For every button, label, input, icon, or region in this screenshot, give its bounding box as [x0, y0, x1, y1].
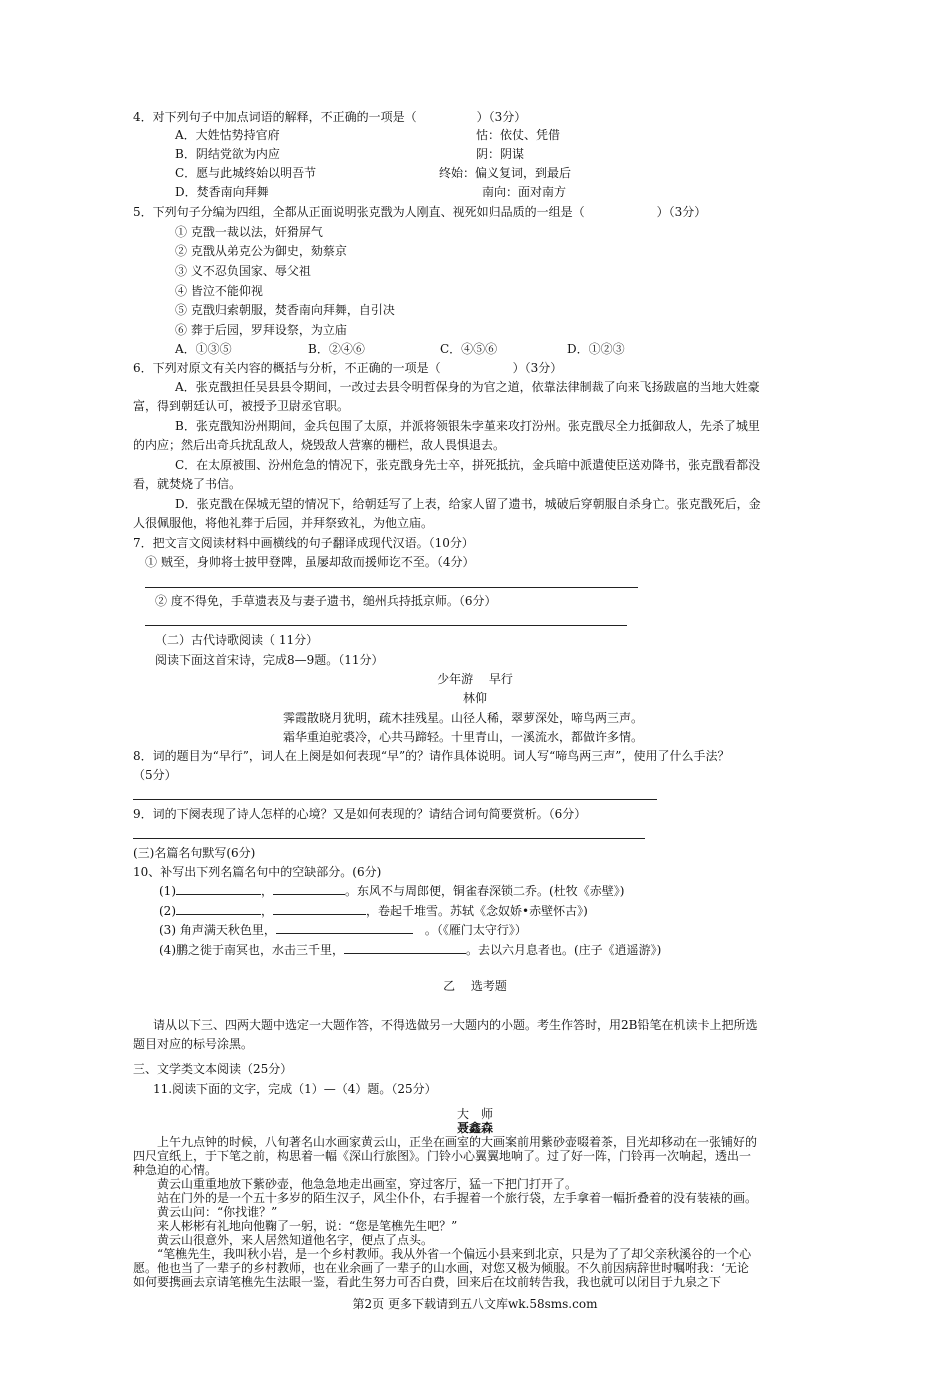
- q9-answer-line[interactable]: [133, 838, 645, 839]
- q6-option-c-line2: 看，就焚烧了书信。: [133, 477, 242, 491]
- q6-option-a-line2: 富，得到朝廷认可，被授予卫尉丞官职。: [133, 399, 350, 413]
- elective-title: 乙 选考题: [443, 979, 507, 993]
- q10-row-1: [159, 882, 624, 900]
- q10-row-1-number: (1): [159, 884, 176, 898]
- story-p7-line3: 如何要携画去京请笔樵先生法眼一鉴，看此生努力可否白费，回来后在坟前转告我，我也就可以闭目于九泉之下: [133, 1275, 722, 1289]
- q5-item-3: ③ 义不忍负国家、辱父祖: [175, 264, 311, 278]
- q5-choice-c: C．④⑤⑥: [440, 342, 498, 356]
- story-title: 大 师: [456, 1107, 493, 1121]
- q4-stem: 4．对下列句子中加点词语的解释，不正确的一项是（ ）（3分）: [133, 110, 527, 124]
- elective-instructions-line2: 题目对应的标号涂黑。: [133, 1037, 254, 1051]
- q8-stem-line2: （5分）: [133, 768, 177, 782]
- q10-blank-1a[interactable]: [176, 882, 261, 895]
- q8-stem-line1: 8．词的题目为“早行”，词人在上阕是如何表现“早”的？请作具体说明。词人写“啼鸟两三声”，使用了什么手法？: [133, 749, 730, 763]
- poem-title: 少年游 早行: [437, 672, 513, 686]
- story-p2: 黄云山重重地放下紫砂壶，他急急地走出画室，穿过客厅，猛一下把门打开了。: [157, 1177, 578, 1191]
- q10-row-3: [159, 921, 527, 939]
- q4-option-c-gloss: 终始：偏义复词，到最后: [439, 166, 572, 180]
- page-footer: 第2页 更多下载请到五八文库wk.58sms.com: [352, 1297, 598, 1311]
- story-p1-line2: 四尺宣纸上，于下笔之前，构思着一幅《深山行旅图》。门铃小心翼翼地响了。过了好一阵，门铃再一次响起，透出一: [133, 1149, 752, 1163]
- poem-section-heading: （二）古代诗歌阅读（ 11分）: [155, 633, 319, 647]
- q10-row-4-head: (4)鹏之徙于南冥也，水击三千里，: [159, 943, 344, 957]
- q6-option-b-line2: 的内应；然后出奇兵扰乱敌人，烧毁敌人营寨的栅栏，敌人畏惧退去。: [133, 438, 506, 452]
- story-p3: 站在门外的是一个五十多岁的陌生汉子，风尘仆仆，右手握着一个旅行袋，左手拿着一幅折叠着的没有装裱的画。: [157, 1191, 758, 1205]
- q7-sentence-1: ① 贼至，身帅将士披甲登陴，虽屡却敌而援师讫不至。（4分）: [145, 555, 475, 569]
- q10-row-1-comma: ，: [261, 884, 274, 898]
- q11-stem: 11.阅读下面的文字，完成（1）—（4）题。（25分）: [153, 1082, 437, 1096]
- literary-section-heading: 三、文学类文本阅读（25分）: [133, 1062, 293, 1076]
- q10-row-2-comma: ，: [261, 904, 274, 918]
- poem-section-intro: 阅读下面这首宋诗，完成8—9题。（11分）: [155, 653, 384, 667]
- q4-option-b-gloss: 阴：阴谋: [476, 147, 525, 161]
- q7-answer-line-1[interactable]: [145, 587, 638, 588]
- q5-stem: 5．下列句子分编为四组，全都从正面说明张克戬为人刚直、视死如归品质的一组是（ ）（3分）: [133, 205, 707, 219]
- story-p7-line2: 愿。他也当了一辈子的乡村教师，也在业余画了一辈子的山水画，对您又极为倾服。不久前因病辞世时嘱咐我：‘无论: [133, 1261, 749, 1275]
- q10-row-4-tail: 。去以六月息者也。(庄子《逍遥游》): [466, 943, 662, 957]
- q5-item-6: ⑥ 葬于后园，罗拜设祭，为立庙: [175, 323, 347, 337]
- story-p1-line3: 种急迫的心情。: [133, 1163, 218, 1177]
- q10-blank-3[interactable]: [276, 921, 413, 934]
- q10-blank-2b[interactable]: [273, 902, 366, 915]
- q5-item-4: ④ 皆泣不能仰视: [175, 284, 263, 298]
- q6-option-d-line2: 人很佩服他，将他礼葬于后园，并拜祭致礼，为他立庙。: [133, 516, 434, 530]
- story-p4: 黄云山问：“你找谁？”: [157, 1205, 278, 1219]
- elective-instructions-line1: 请从以下三、四两大题中选定一大题作答，不得选做另一大题内的小题。考生作答时，用2B铅笔在机读卡上把所选: [153, 1018, 758, 1032]
- q5-choice-a: A．①③⑤: [175, 342, 232, 356]
- q7-stem: 7．把文言文阅读材料中画横线的句子翻译成现代汉语。（10分）: [133, 536, 474, 550]
- q5-item-2: ② 克戬从弟克公为御史，劾蔡京: [175, 244, 347, 258]
- q4-option-d-gloss: 南向：面对南方: [482, 185, 567, 199]
- q10-row-2: [159, 902, 588, 920]
- q5-choice-b: B．②④⑥: [308, 342, 365, 356]
- q6-option-a-line1: A．张克戬担任吴县县令期间，一改过去县令明哲保身的为官之道，依靠法律制裁了向来飞扬跋扈的当地大姓豪: [175, 380, 760, 394]
- q9-stem: 9．词的下阕表现了诗人怎样的心境？又是如何表现的？请结合词句简要赏析。（6分）: [133, 807, 587, 821]
- story-p5: 来人彬彬有礼地向他鞠了一躬，说：“您是笔樵先生吧？”: [157, 1219, 458, 1233]
- q6-option-b-line1: B．张克戬知汾州期间，金兵包围了太原，并派将领银朱孛堇来攻打汾州。张克戬尽全力抵御敌人，先杀了城里: [175, 419, 760, 433]
- story-author: 聂鑫森: [456, 1121, 493, 1135]
- q7-sentence-2: ② 度不得免，手草遗表及与妻子遗书，缒州兵持抵京师。（6分）: [155, 594, 497, 608]
- poem-author: 林仰: [462, 691, 487, 705]
- q5-item-1: ① 克戬一裁以法，奸猾屏气: [175, 225, 323, 239]
- q10-row-4: [159, 941, 661, 959]
- q4-option-a: A．大姓怙势持官府: [175, 128, 280, 142]
- q10-row-3-head: (3) 角声满天秋色里，: [159, 923, 276, 937]
- story-p1-line1: 上午九点钟的时候，八旬著名山水画家黄云山，正坐在画室的大画案前用紫砂壶啜着茶，目光却移动在一张铺好的: [157, 1135, 758, 1149]
- q4-option-b: B．阴结党欲为内应: [175, 147, 280, 161]
- q6-option-d-line1: D．张克戬在保城无望的情况下，给朝廷写了上表，给家人留了遗书，城破后穿朝服自杀身亡。张克戬死后，金: [175, 497, 761, 511]
- q4-option-a-gloss: 怙：依仗、凭借: [476, 128, 561, 142]
- q5-item-5: ⑤ 克戬归索朝服，焚香南向拜舞，自引决: [175, 303, 395, 317]
- poem-line-2: 霜华重迫驼裘冷，心共马蹄轻。十里青山，一溪流水，都做许多情。: [283, 730, 644, 744]
- q7-answer-line-2[interactable]: [145, 625, 627, 626]
- q10-blank-2a[interactable]: [176, 902, 261, 915]
- q10-stem: 10、补写出下列名篇名句中的空缺部分。(6分): [133, 865, 382, 879]
- q6-option-c-line1: C．在太原被围、汾州危急的情况下，张克戬身先士卒，拼死抵抗，金兵暗中派遣使臣送劝降书，张克戬看都没: [175, 458, 761, 472]
- q10-row-1-tail: 。东风不与周郎便，铜雀春深锁二乔。(杜牧《赤壁》): [345, 884, 625, 898]
- q8-answer-line[interactable]: [133, 799, 657, 800]
- q6-stem: 6．下列对原文有关内容的概括与分析，不正确的一项是（ ）（3分）: [133, 361, 563, 375]
- q4-option-d: D．焚香南向拜舞: [175, 185, 269, 199]
- section3-heading: (三)名篇名句默写(6分): [133, 846, 256, 860]
- q10-blank-4[interactable]: [344, 941, 466, 954]
- q10-row-2-tail: ，卷起千堆雪。苏轼《念奴娇•赤壁怀古》): [366, 904, 588, 918]
- q5-choice-d: D．①②③: [567, 342, 625, 356]
- q4-option-c: C．愿与此城终始以明吾节: [175, 166, 317, 180]
- q10-row-2-number: (2): [159, 904, 176, 918]
- story-p7-line1: “笔樵先生，我叫秋小岩，是一个乡村教师。我从外省一个偏远小县来到北京，只是为了了却父亲秋溪谷的一个心: [157, 1247, 752, 1261]
- poem-line-1: 霁霞散晓月犹明，疏木挂残星。山径人稀，翠萝深处，啼鸟两三声。: [283, 711, 644, 725]
- q10-blank-1b[interactable]: [273, 882, 345, 895]
- q10-row-3-tail: 。（《雁门太守行》）: [412, 923, 527, 937]
- story-p6: 黄云山很意外，来人居然知道他名字，便点了点头。: [157, 1233, 434, 1247]
